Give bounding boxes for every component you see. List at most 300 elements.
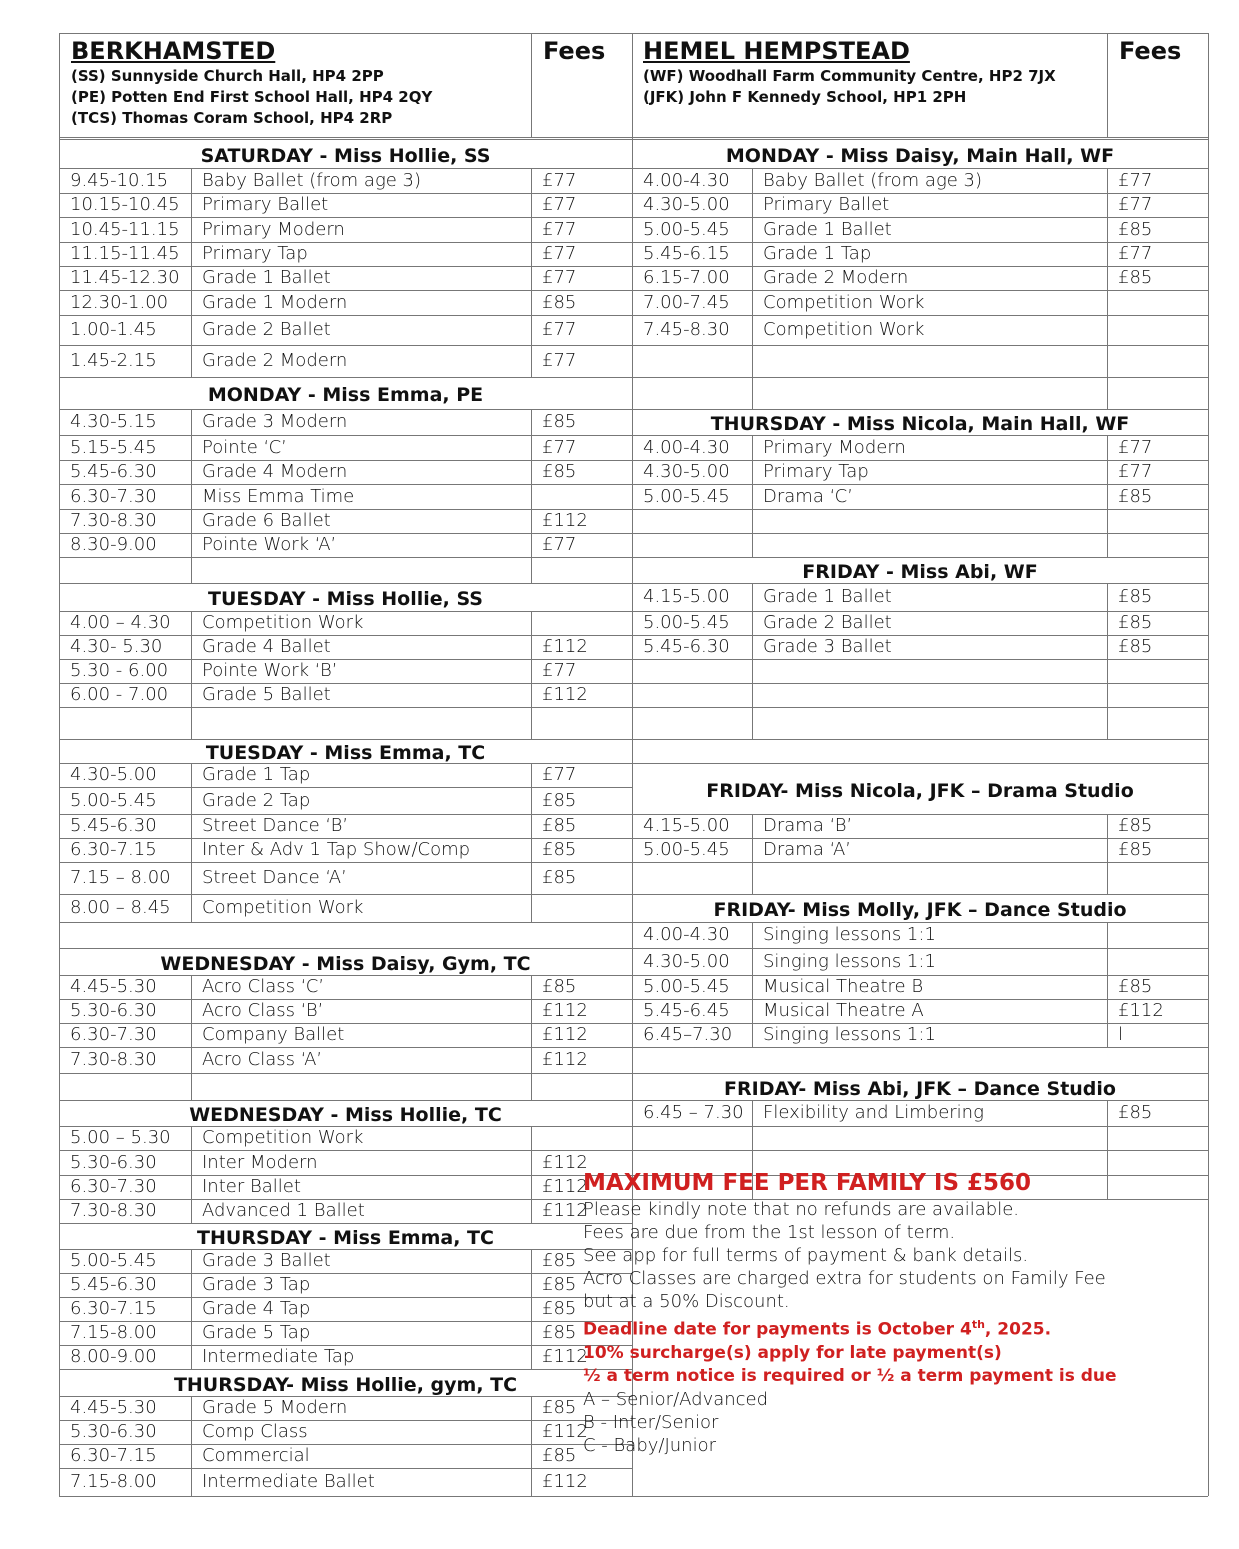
grid-line bbox=[1107, 814, 1108, 838]
class-fee: £77 bbox=[542, 436, 577, 458]
class-name: Singing lessons 1:1 bbox=[763, 950, 936, 972]
class-name: Commercial bbox=[202, 1445, 310, 1466]
grid-line bbox=[59, 1468, 632, 1469]
grid-line bbox=[191, 1175, 192, 1199]
class-fee: £85 bbox=[1118, 218, 1153, 240]
fees-header: Fees bbox=[1119, 37, 1182, 65]
section-heading: WEDNESDAY - Miss Hollie, TC bbox=[189, 1104, 502, 1126]
grid-line bbox=[752, 999, 753, 1023]
grid-line bbox=[191, 787, 192, 814]
class-name: Grade 2 Ballet bbox=[763, 612, 892, 633]
grid-line bbox=[752, 484, 753, 509]
grid-line bbox=[531, 33, 532, 137]
class-time: 7.15 – 8.00 bbox=[70, 867, 171, 888]
class-name: Competition Work bbox=[202, 612, 364, 633]
note-line: Acro Classes are charged extra for students on Family Fee bbox=[583, 1268, 1106, 1289]
class-name: Musical Theatre A bbox=[763, 1000, 924, 1021]
class-name: Primary Ballet bbox=[763, 194, 890, 215]
grid-line bbox=[752, 838, 753, 862]
section-heading: WEDNESDAY - Miss Daisy, Gym, TC bbox=[160, 952, 531, 975]
grid-line bbox=[531, 1073, 532, 1100]
class-time: 5.30-6.30 bbox=[70, 1421, 157, 1442]
section-heading: FRIDAY - Miss Abi, WF bbox=[802, 561, 1038, 583]
grid-line bbox=[1107, 533, 1108, 557]
grid-line bbox=[59, 1369, 632, 1370]
class-name: Competition Work bbox=[202, 897, 364, 918]
grid-line bbox=[191, 1273, 192, 1297]
venue-line: (TCS) Thomas Coram School, HP4 2RP bbox=[71, 109, 393, 127]
class-fee: £85 bbox=[542, 1298, 577, 1319]
class-name: Competition Work bbox=[202, 1127, 364, 1148]
grid-line bbox=[752, 683, 753, 707]
grid-line bbox=[1107, 345, 1108, 377]
class-time: 5.00 – 5.30 bbox=[70, 1127, 171, 1148]
class-time: 5.30-6.30 bbox=[70, 1151, 157, 1173]
section-heading: FRIDAY- Miss Nicola, JFK – Drama Studio bbox=[706, 779, 1134, 802]
grid-line bbox=[59, 33, 1208, 34]
class-time: 7.30-8.30 bbox=[70, 510, 157, 531]
class-time: 4.15-5.00 bbox=[643, 815, 730, 836]
grid-line bbox=[752, 635, 753, 659]
class-name: Grade 2 Ballet bbox=[202, 319, 331, 340]
grid-line bbox=[752, 533, 753, 557]
class-name: Advanced 1 Ballet bbox=[202, 1200, 365, 1221]
class-fee: £112 bbox=[542, 1200, 588, 1221]
class-fee: £77 bbox=[542, 169, 577, 191]
section-heading: TUESDAY - Miss Hollie, SS bbox=[208, 588, 483, 610]
grid-line bbox=[191, 659, 192, 683]
class-name: Grade 2 Tap bbox=[202, 789, 311, 811]
class-name: Musical Theatre B bbox=[763, 976, 924, 997]
class-fee: £85 bbox=[542, 461, 577, 482]
section-heading: THURSDAY - Miss Nicola, Main Hall, WF bbox=[710, 413, 1130, 435]
grid-line bbox=[531, 611, 532, 635]
grid-line bbox=[1107, 659, 1108, 683]
class-fee: £85 bbox=[1118, 267, 1153, 288]
class-time: 4.00 – 4.30 bbox=[70, 612, 171, 633]
grid-line bbox=[632, 683, 1208, 684]
deadline-notice bbox=[583, 1313, 1143, 1342]
grid-line bbox=[1208, 33, 1209, 1496]
grid-line bbox=[191, 1396, 192, 1420]
grid-line bbox=[191, 484, 192, 509]
class-fee: £85 bbox=[542, 789, 577, 811]
venue-line: (PE) Potten End First School Hall, HP4 2QY bbox=[71, 88, 433, 106]
grid-line bbox=[531, 1199, 532, 1223]
class-time: 7.45-8.30 bbox=[643, 319, 730, 340]
class-fee: £77 bbox=[542, 218, 577, 240]
grid-line bbox=[632, 862, 1208, 863]
class-time: 6.30-7.30 bbox=[70, 485, 157, 507]
grid-line bbox=[191, 1345, 192, 1369]
grid-line bbox=[191, 217, 192, 242]
class-time: 4.30-5.00 bbox=[643, 461, 730, 482]
class-fee: £85 bbox=[1118, 839, 1153, 860]
class-name: Grade 1 Tap bbox=[202, 764, 311, 785]
grid-line bbox=[632, 1150, 1208, 1151]
grid-line bbox=[1107, 193, 1108, 217]
class-name: Primary Tap bbox=[202, 243, 308, 264]
grid-line bbox=[531, 266, 532, 290]
class-fee: l bbox=[1118, 1024, 1124, 1045]
class-time: 4.45-5.30 bbox=[70, 976, 157, 997]
class-name: Drama ‘A’ bbox=[763, 839, 852, 860]
class-time: 5.45-6.30 bbox=[70, 1274, 157, 1295]
grid-line bbox=[191, 1126, 192, 1150]
max-fee-notice: MAXIMUM FEE PER FAMILY IS £560 bbox=[583, 1170, 1032, 1196]
grid-line bbox=[59, 787, 632, 788]
class-time: 5.00-5.45 bbox=[643, 976, 730, 997]
class-name: Grade 3 Ballet bbox=[763, 636, 892, 657]
grid-line bbox=[531, 460, 532, 484]
class-time: 5.30-6.30 bbox=[70, 1000, 157, 1021]
grid-line bbox=[752, 922, 753, 948]
class-time: 5.45-6.30 bbox=[70, 815, 157, 836]
class-fee: £112 bbox=[542, 1471, 588, 1492]
grid-line bbox=[1107, 635, 1108, 659]
class-fee: £85 bbox=[542, 815, 577, 836]
grid-line bbox=[59, 707, 632, 708]
grid-line bbox=[59, 168, 632, 169]
grid-line bbox=[1107, 948, 1108, 975]
grid-line bbox=[632, 1047, 1208, 1048]
class-name: Competition Work bbox=[763, 319, 925, 340]
grid-line bbox=[1107, 583, 1108, 611]
grid-line bbox=[531, 217, 532, 242]
class-fee: £85 bbox=[542, 1445, 577, 1466]
grid-line bbox=[59, 922, 632, 923]
grid-line bbox=[632, 345, 1208, 346]
class-name: Grade 4 Ballet bbox=[202, 636, 331, 657]
class-fee: £85 bbox=[542, 1322, 577, 1343]
class-fee: £112 bbox=[542, 1151, 588, 1173]
grid-line bbox=[191, 193, 192, 217]
grid-line bbox=[1107, 315, 1108, 345]
grid-line bbox=[191, 1199, 192, 1223]
grid-line bbox=[191, 435, 192, 460]
grid-line bbox=[531, 1150, 532, 1175]
grid-line bbox=[531, 509, 532, 533]
grid-line bbox=[191, 315, 192, 345]
grid-line bbox=[531, 409, 532, 435]
class-fee: £77 bbox=[1118, 436, 1153, 458]
class-time: 4.30-5.15 bbox=[70, 411, 157, 432]
class-fee: £85 bbox=[1118, 636, 1153, 657]
class-time: 6.15-7.00 bbox=[643, 267, 730, 288]
grid-line bbox=[531, 193, 532, 217]
class-name: Acro Class ‘B’ bbox=[202, 1000, 324, 1021]
class-fee: £77 bbox=[1118, 243, 1153, 264]
grid-line bbox=[1107, 217, 1108, 242]
grid-line bbox=[191, 345, 192, 377]
grid-line bbox=[752, 193, 753, 217]
grid-line bbox=[531, 435, 532, 460]
grid-line bbox=[531, 533, 532, 557]
class-time: 4.30- 5.30 bbox=[70, 636, 163, 657]
note-line: Please kindly note that no refunds are available. bbox=[583, 1199, 1020, 1220]
class-time: 10.15-10.45 bbox=[70, 194, 180, 215]
class-time: 5.30 - 6.00 bbox=[70, 660, 169, 681]
class-time: 9.45-10.15 bbox=[70, 169, 169, 191]
grid-line bbox=[1107, 838, 1108, 862]
class-name: Inter & Adv 1 Tap Show/Comp bbox=[202, 839, 471, 860]
grid-line bbox=[632, 583, 1208, 584]
grid-line bbox=[531, 1420, 532, 1444]
grid-line bbox=[59, 137, 1208, 138]
class-name: Street Dance ‘B’ bbox=[202, 815, 349, 836]
grid-line bbox=[632, 1073, 1208, 1074]
grid-line bbox=[1107, 975, 1108, 999]
class-time: 5.15-5.45 bbox=[70, 436, 157, 458]
class-time: 4.30-5.00 bbox=[643, 194, 730, 215]
grid-line bbox=[191, 1047, 192, 1073]
class-name: Miss Emma Time bbox=[202, 485, 355, 507]
grid-line bbox=[752, 1100, 753, 1126]
grid-line bbox=[191, 894, 192, 922]
class-time: 4.30-5.00 bbox=[70, 764, 157, 785]
grid-line bbox=[191, 533, 192, 557]
class-fee: £85 bbox=[1118, 815, 1153, 836]
class-fee: £112 bbox=[542, 684, 588, 705]
grid-line bbox=[59, 557, 632, 558]
class-fee: £77 bbox=[542, 194, 577, 215]
grid-line bbox=[531, 290, 532, 315]
grid-line bbox=[752, 583, 753, 611]
class-name: Grade 3 Tap bbox=[202, 1274, 311, 1295]
grid-line bbox=[59, 139, 632, 140]
grid-line bbox=[1107, 460, 1108, 484]
class-name: Comp Class bbox=[202, 1421, 308, 1442]
section-heading: MONDAY - Miss Daisy, Main Hall, WF bbox=[725, 144, 1115, 167]
grid-line bbox=[531, 1321, 532, 1345]
class-time: 4.45-5.30 bbox=[70, 1397, 157, 1418]
class-fee: £85 bbox=[542, 839, 577, 860]
class-fee: £85 bbox=[542, 1250, 577, 1271]
grid-line bbox=[632, 290, 1208, 291]
class-name: Pointe Work ‘B’ bbox=[202, 660, 338, 681]
grid-line bbox=[531, 975, 532, 999]
class-time: 8.00 – 8.45 bbox=[70, 897, 171, 918]
grid-line bbox=[59, 739, 632, 740]
grid-line bbox=[59, 315, 632, 316]
grid-line bbox=[1107, 611, 1108, 635]
class-name: Pointe ‘C’ bbox=[202, 436, 287, 458]
class-fee: £112 bbox=[542, 1049, 588, 1070]
grid-line bbox=[752, 460, 753, 484]
grid-line bbox=[752, 862, 753, 894]
class-name: Drama ‘C’ bbox=[763, 485, 853, 507]
class-time: 4.00-4.30 bbox=[643, 169, 730, 191]
grid-line bbox=[191, 557, 192, 583]
class-fee: £112 bbox=[542, 1024, 588, 1045]
grid-line bbox=[531, 1297, 532, 1321]
grid-line bbox=[531, 838, 532, 862]
grid-line bbox=[191, 862, 192, 894]
class-name: Grade 3 Modern bbox=[202, 411, 348, 432]
fees-header: Fees bbox=[543, 37, 606, 65]
grid-line bbox=[531, 484, 532, 509]
grid-line bbox=[752, 315, 753, 345]
class-name: Intermediate Ballet bbox=[202, 1471, 375, 1492]
grid-line bbox=[531, 345, 532, 377]
section-heading: FRIDAY- Miss Molly, JFK – Dance Studio bbox=[713, 899, 1127, 921]
grid-line bbox=[191, 1420, 192, 1444]
grid-line bbox=[752, 814, 753, 838]
grid-line bbox=[752, 975, 753, 999]
venue-line: (SS) Sunnyside Church Hall, HP4 2PP bbox=[71, 67, 384, 85]
class-fee: £112 bbox=[542, 1346, 588, 1367]
class-time: 7.30-8.30 bbox=[70, 1200, 157, 1221]
class-name: Drama ‘B’ bbox=[763, 815, 853, 836]
section-heading: THURSDAY - Miss Emma, TC bbox=[197, 1227, 494, 1249]
grid-line bbox=[59, 1100, 632, 1101]
class-fee: £77 bbox=[542, 319, 577, 340]
grid-line bbox=[752, 377, 753, 409]
grid-line bbox=[59, 1496, 632, 1497]
grid-line bbox=[191, 266, 192, 290]
class-fee: £85 bbox=[1118, 976, 1153, 997]
class-fee: £77 bbox=[542, 534, 577, 555]
class-time: 5.00-5.45 bbox=[643, 839, 730, 860]
class-name: Flexibility and Limbering bbox=[763, 1102, 984, 1123]
class-time: 5.00-5.45 bbox=[70, 789, 157, 811]
grid-line bbox=[59, 1047, 632, 1048]
grid-line bbox=[632, 139, 1208, 140]
class-fee: £77 bbox=[542, 350, 577, 371]
class-time: 4.30-5.00 bbox=[643, 950, 730, 972]
class-time: 5.00-5.45 bbox=[70, 1250, 157, 1271]
class-fee: £85 bbox=[542, 411, 577, 432]
grid-line bbox=[632, 739, 1208, 740]
grid-line bbox=[752, 266, 753, 290]
grid-line bbox=[1107, 1126, 1108, 1150]
class-name: Acro Class ‘A’ bbox=[202, 1049, 323, 1070]
grid-line bbox=[531, 557, 532, 583]
class-name: Grade 2 Modern bbox=[202, 350, 348, 371]
grid-line bbox=[191, 1444, 192, 1468]
grid-line bbox=[632, 409, 1208, 410]
class-name: Singing lessons 1:1 bbox=[763, 1024, 936, 1045]
class-fee: £85 bbox=[1118, 1102, 1153, 1123]
class-time: 6.45–7.30 bbox=[643, 1024, 733, 1045]
grid-line bbox=[632, 659, 1208, 660]
grid-line bbox=[59, 217, 632, 218]
class-name: Primary Tap bbox=[763, 461, 869, 482]
class-time: 8.30-9.00 bbox=[70, 534, 157, 555]
class-time: 5.00-5.45 bbox=[643, 612, 730, 633]
grid-line bbox=[632, 894, 1208, 895]
grid-line bbox=[632, 315, 1208, 316]
class-fee: £85 bbox=[1118, 485, 1153, 507]
class-fee: £77 bbox=[1118, 194, 1153, 215]
venue-line: (WF) Woodhall Farm Community Centre, HP2 7JX bbox=[643, 67, 1056, 85]
class-name: Primary Modern bbox=[202, 218, 345, 240]
grid-line bbox=[1107, 290, 1108, 315]
grid-line bbox=[752, 435, 753, 460]
grid-line bbox=[191, 409, 192, 435]
surcharge-notice: 10% surcharge(s) apply for late payment(s) bbox=[583, 1342, 1002, 1363]
class-time: 12.30-1.00 bbox=[70, 291, 169, 313]
class-name: Primary Ballet bbox=[202, 194, 329, 215]
grid-line bbox=[1107, 377, 1108, 409]
grid-line bbox=[191, 1468, 192, 1496]
class-name: Inter Ballet bbox=[202, 1176, 301, 1197]
class-fee: £112 bbox=[542, 510, 588, 531]
grid-line bbox=[191, 242, 192, 266]
class-name: Grade 5 Ballet bbox=[202, 684, 331, 705]
grid-line bbox=[632, 707, 1208, 708]
section-heading: THURSDAY- Miss Hollie, gym, TC bbox=[173, 1373, 518, 1396]
grid-line bbox=[531, 763, 532, 787]
grid-line bbox=[531, 999, 532, 1023]
grid-line bbox=[59, 290, 632, 291]
grid-line bbox=[531, 814, 532, 838]
venue-line: (JFK) John F Kennedy School, HP1 2PH bbox=[643, 88, 967, 106]
grid-line bbox=[752, 611, 753, 635]
term-notice: ½ a term notice is required or ½ a term payment is due bbox=[583, 1365, 1117, 1386]
class-name: Intermediate Tap bbox=[202, 1346, 355, 1367]
class-time: 6.30-7.30 bbox=[70, 1024, 157, 1045]
class-fee: £85 bbox=[542, 291, 577, 313]
class-name: Acro Class ‘C’ bbox=[202, 976, 325, 997]
section-heading: SATURDAY - Miss Hollie, SS bbox=[200, 144, 491, 167]
class-fee: £77 bbox=[1118, 169, 1153, 191]
grid-line bbox=[59, 894, 632, 895]
class-time: 5.45-6.15 bbox=[643, 243, 730, 264]
grid-line bbox=[531, 1175, 532, 1199]
grid-line bbox=[531, 1468, 532, 1496]
class-time: 7.00-7.45 bbox=[643, 291, 730, 313]
location-title: BERKHAMSTED bbox=[71, 37, 276, 65]
grid-line bbox=[191, 999, 192, 1023]
class-time: 6.45 – 7.30 bbox=[643, 1102, 744, 1123]
class-name: Competition Work bbox=[763, 291, 925, 313]
class-time: 4.00-4.30 bbox=[643, 924, 730, 945]
grid-line bbox=[632, 168, 1208, 169]
grid-line bbox=[59, 862, 632, 863]
class-fee: £85 bbox=[542, 1274, 577, 1295]
grid-line bbox=[531, 683, 532, 707]
grid-line bbox=[1107, 242, 1108, 266]
grid-line bbox=[191, 635, 192, 659]
class-name: Company Ballet bbox=[202, 1024, 345, 1045]
class-name: Primary Modern bbox=[763, 436, 906, 458]
grid-line bbox=[191, 838, 192, 862]
grid-line bbox=[752, 707, 753, 739]
class-time: 5.45-6.30 bbox=[70, 461, 157, 482]
grid-line bbox=[191, 611, 192, 635]
grid-line bbox=[531, 707, 532, 739]
grid-line bbox=[531, 1345, 532, 1369]
legend-line: B - Inter/Senior bbox=[583, 1411, 719, 1433]
grid-line bbox=[59, 377, 632, 378]
grid-line bbox=[1107, 168, 1108, 193]
class-fee: £112 bbox=[542, 1000, 588, 1021]
grid-line bbox=[191, 1297, 192, 1321]
class-time: 11.45-12.30 bbox=[70, 267, 180, 288]
grid-line bbox=[191, 460, 192, 484]
class-time: 6.30-7.15 bbox=[70, 1298, 157, 1319]
class-time: 6.30-7.15 bbox=[70, 839, 157, 860]
grid-line bbox=[191, 1150, 192, 1175]
grid-line bbox=[191, 509, 192, 533]
class-name: Grade 6 Ballet bbox=[202, 510, 331, 531]
grid-line bbox=[632, 377, 1208, 378]
legend-line: C - Baby/Junior bbox=[583, 1434, 717, 1456]
grid-line bbox=[1107, 1100, 1108, 1126]
class-name: Inter Modern bbox=[202, 1151, 318, 1173]
note-line: but at a 50% Discount. bbox=[583, 1291, 790, 1312]
